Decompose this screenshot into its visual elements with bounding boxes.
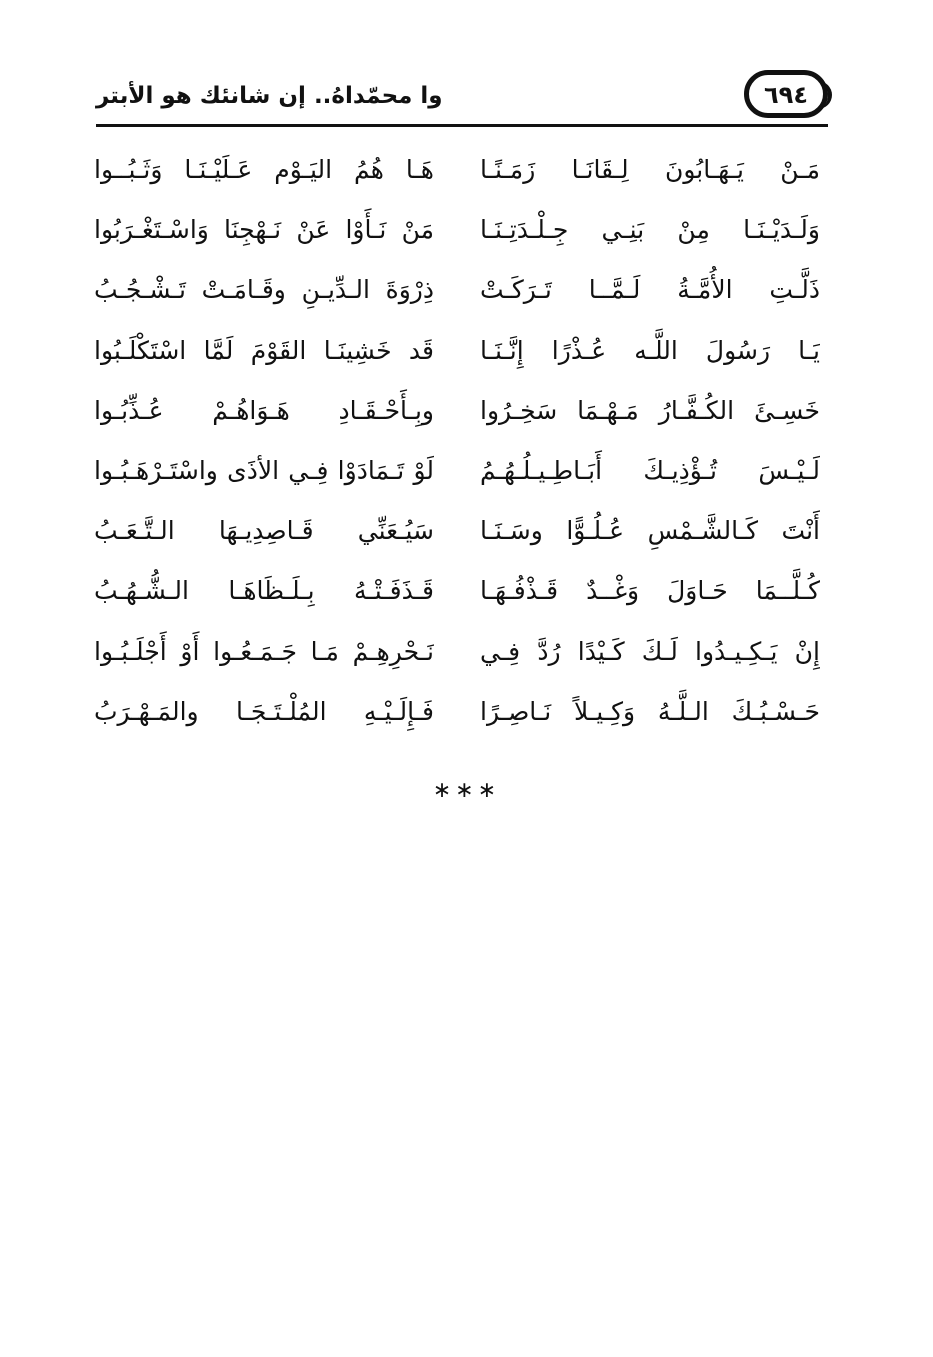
first-hemistich: لَـيْـسَ تُـؤْذِيـكَ أَبَـاطِـيـلُـهُـمُ [480,455,820,485]
first-hemistich: يَـا رَسُولَ اللَّـه عُـذْرًا إِنَّـنَـا [480,335,820,365]
page-header [96,70,828,128]
second-hemistich: هَـا هُمُ اليَـوْم عَـلَيْـنَـا وَثَـبُــوا [94,155,434,184]
second-hemistich: مَنْ نَـأَوْا عَنْ نَـهْجِنَا وَاسْـتَغْـرَبُوا [94,215,434,245]
first-hemistich: إِنْ يَـكِـيـدُوا لَـكَ كَـيْدًا رُدَّ فِـي [480,636,820,666]
first-hemistich: مَـنْ يَـهَـابُونَ لِـقَانَـا زَمَـنًـا [480,155,820,184]
header-divider [96,124,828,127]
second-hemistich: سَيُـعَنِّي قَـاصِدِيـهَا الـتَّـعَـبُ [94,516,434,546]
second-hemistich: ذِرْوَةَ الـدِّيـنِ وقَـامَـتْ تَـشْـجُـبُ [94,275,434,305]
first-hemistich: وَلَـدَيْـنَـا مِنْ بَنِـي جِـلْـدَتِـنَـا [480,215,820,245]
running-title: وا محمّداهُ.. إن شانئك هو الأبتر [96,83,443,109]
first-hemistich: ذَلَّـتِ الأُمَّـةُ لَـمَّــا تَـرَكَـتْ [480,275,820,305]
second-hemistich: فَـإِلَـيْـهِ المُلْـتَـجَـا والمَـهْـرَبُ [94,696,434,726]
verse-line [80,682,840,742]
verse-line [80,561,840,621]
poem [80,140,840,742]
verse-line [80,622,840,682]
section-ornament: ∗∗∗ [432,778,501,803]
second-hemistich: نَـحْرِهِـمْ مَـا جَـمَـعُـوا أَوْ أَجْلَـبُـوا [94,636,434,666]
first-hemistich: أَنْتَ كَـالشَّـمْسِ عُـلُـوًّا وسَـنَـا [480,516,820,546]
verse-line [80,441,840,501]
verse-line [80,321,840,381]
first-hemistich: حَـسْـبُـكَ الـلَّـهُ وَكِـيـلاً نَـاصِـرًا [480,696,820,726]
second-hemistich: وبِـأَحْـقَـادِ هَـوَاهُـمْ عُـذِّبُـوا [94,395,434,425]
verse-line [80,140,840,200]
verse-line [80,200,840,260]
page-number: ٦٩٤ [764,81,808,109]
first-hemistich: كُـلَّــمَا حَـاوَلَ وَغْــدٌ قَـذْفُـهَـا [480,576,820,606]
verse-line [80,501,840,561]
page-number-badge [744,70,828,118]
second-hemistich: قَد خَشِينَـا القَوْمَ لَمَّا اسْتَكْلَـبُوا [94,335,434,365]
second-hemistich: لَوْ تَـمَادَوْا فِـي الأذَى واسْتَـرْهَـبُـوا [94,455,434,485]
second-hemistich: قَـذَفَـتْـهُ بِـلَـظَاهَـا الـشُّـهُـبُ [94,576,434,606]
verse-line [80,260,840,320]
first-hemistich: خَسِـئَ الكُـفَّـارُ مَـهْـمَا سَخِـرُوا [480,395,820,425]
verse-line [80,381,840,441]
